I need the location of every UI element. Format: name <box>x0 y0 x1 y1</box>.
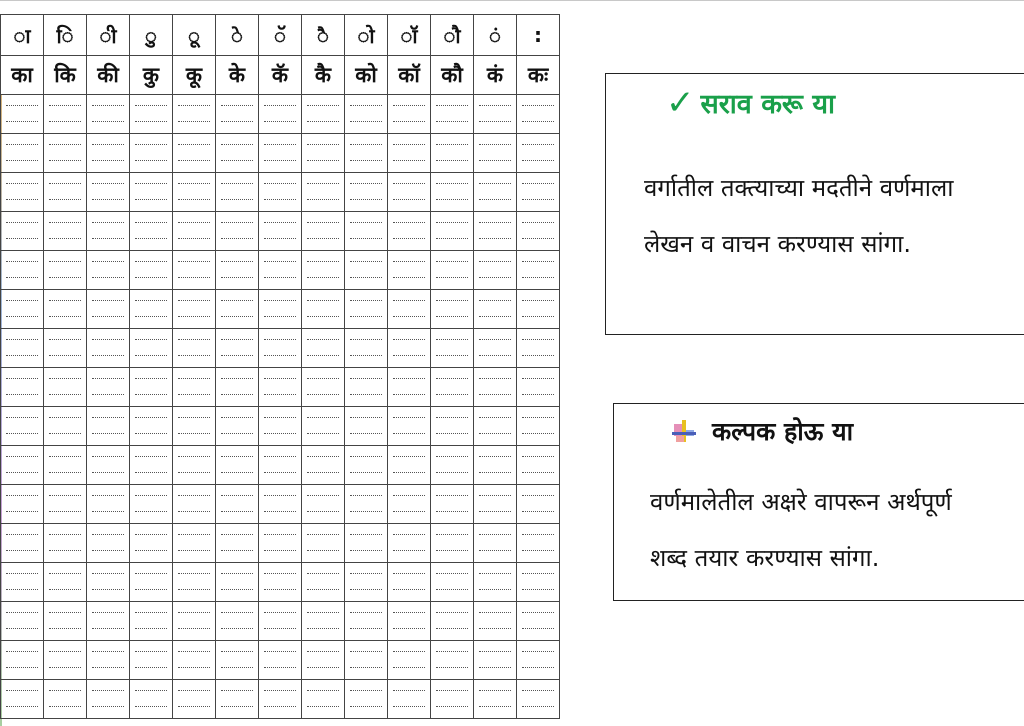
blank-cell <box>431 95 474 134</box>
blank-cell <box>259 329 302 368</box>
blank-cell <box>345 173 388 212</box>
vowel-sign-row-cell: ॅ <box>259 15 302 56</box>
vowel-sign-row-cell: ौ <box>431 15 474 56</box>
blank-cell <box>216 368 259 407</box>
blank-cell <box>87 446 130 485</box>
blank-cell <box>259 563 302 602</box>
blank-cell <box>302 524 345 563</box>
blank-cell <box>345 641 388 680</box>
blank-cell <box>44 446 87 485</box>
blank-cell <box>130 95 173 134</box>
blank-cell <box>259 407 302 446</box>
blank-cell <box>1 602 44 641</box>
blank-cell <box>345 563 388 602</box>
practice-title: सराव करू या <box>700 89 835 120</box>
blank-cell <box>388 563 431 602</box>
syllable-row-cell: कं <box>474 56 517 95</box>
blank-cell <box>173 524 216 563</box>
blank-cell <box>1 407 44 446</box>
blank-cell <box>345 95 388 134</box>
blank-cell <box>517 95 560 134</box>
blank-cell <box>345 524 388 563</box>
blank-cell <box>474 485 517 524</box>
blank-cell <box>173 446 216 485</box>
practice-row <box>1 602 560 641</box>
blank-cell <box>216 446 259 485</box>
blank-cell <box>173 95 216 134</box>
blank-cell <box>173 563 216 602</box>
practice-line-1: वर्गातील तक्त्याच्या मदतीने वर्णमाला <box>644 174 954 202</box>
practice-row <box>1 485 560 524</box>
blank-cell <box>259 290 302 329</box>
practice-row <box>1 134 560 173</box>
blank-cell <box>517 212 560 251</box>
blank-cell <box>345 602 388 641</box>
vowel-sign-row-cell: ै <box>302 15 345 56</box>
blank-cell <box>44 173 87 212</box>
blank-cell <box>474 95 517 134</box>
blank-cell <box>1 251 44 290</box>
blank-cell <box>302 641 345 680</box>
vowel-sign-row-cell: ु <box>130 15 173 56</box>
practice-row <box>1 680 560 719</box>
blank-cell <box>173 329 216 368</box>
vowel-sign-row-cell: ं <box>474 15 517 56</box>
practice-row <box>1 641 560 680</box>
barakhadi-grid <box>0 14 560 719</box>
syllable-row-cell: के <box>216 56 259 95</box>
blank-cell <box>44 290 87 329</box>
practice-row <box>1 563 560 602</box>
blank-cell <box>259 134 302 173</box>
blank-cell <box>44 602 87 641</box>
blank-cell <box>388 212 431 251</box>
blank-cell <box>302 680 345 719</box>
blank-cell <box>44 407 87 446</box>
blank-cell <box>345 368 388 407</box>
blank-cell <box>1 680 44 719</box>
syllable-row-cell: कु <box>130 56 173 95</box>
vowel-sign-row-cell: े <box>216 15 259 56</box>
practice-row <box>1 329 560 368</box>
practice-row <box>1 368 560 407</box>
blank-cell <box>173 290 216 329</box>
blank-cell <box>259 251 302 290</box>
vowel-sign-row-cell: ो <box>345 15 388 56</box>
blank-cell <box>44 251 87 290</box>
blank-cell <box>431 524 474 563</box>
blank-cell <box>1 329 44 368</box>
blank-cell <box>517 602 560 641</box>
blank-cell <box>388 368 431 407</box>
blank-cell <box>173 485 216 524</box>
vowel-sign-row-cell: ा <box>1 15 44 56</box>
creative-box <box>613 403 1024 601</box>
blank-cell <box>302 95 345 134</box>
blank-cell <box>517 134 560 173</box>
blank-cell <box>474 134 517 173</box>
blank-cell <box>517 485 560 524</box>
blank-cell <box>173 251 216 290</box>
top-border-line <box>0 0 1024 1</box>
checkmark-icon: ✓ <box>666 82 695 123</box>
blank-cell <box>259 602 302 641</box>
syllable-row-cell: कौ <box>431 56 474 95</box>
vowel-sign-row-cell: ि <box>44 15 87 56</box>
blank-cell <box>44 212 87 251</box>
blank-cell <box>130 212 173 251</box>
blank-cell <box>259 212 302 251</box>
practice-row <box>1 407 560 446</box>
blank-cell <box>345 485 388 524</box>
blank-cell <box>302 290 345 329</box>
blank-cell <box>388 446 431 485</box>
vowel-sign-row-cell: ॉ <box>388 15 431 56</box>
blank-cell <box>388 407 431 446</box>
blank-cell <box>431 563 474 602</box>
blank-cell <box>87 134 130 173</box>
blank-cell <box>130 329 173 368</box>
blank-cell <box>431 251 474 290</box>
syllable-row-cell: की <box>87 56 130 95</box>
practice-instruction <box>644 160 953 272</box>
blank-cell <box>474 290 517 329</box>
blank-cell <box>345 134 388 173</box>
vowel-sign-row <box>1 15 560 56</box>
blank-cell <box>388 95 431 134</box>
blank-cell <box>259 485 302 524</box>
blank-cell <box>259 173 302 212</box>
syllable-row-cell: कू <box>173 56 216 95</box>
syllable-row-cell: का <box>1 56 44 95</box>
blank-cell <box>216 485 259 524</box>
blank-cell <box>474 641 517 680</box>
blank-cell <box>431 134 474 173</box>
creative-line-2: शब्द तयार करण्यास सांगा. <box>650 544 880 572</box>
blank-cell <box>87 407 130 446</box>
blank-cell <box>431 329 474 368</box>
blank-cell <box>474 212 517 251</box>
blank-cell <box>517 173 560 212</box>
blank-cell <box>44 524 87 563</box>
blank-cell <box>173 212 216 251</box>
blank-cell <box>345 680 388 719</box>
blank-cell <box>302 329 345 368</box>
blank-cell <box>345 290 388 329</box>
blank-cell <box>431 173 474 212</box>
blank-cell <box>173 641 216 680</box>
blank-cell <box>517 641 560 680</box>
blank-cell <box>302 446 345 485</box>
blank-cell <box>302 251 345 290</box>
blank-cell <box>388 485 431 524</box>
practice-row <box>1 290 560 329</box>
syllable-row-cell: कॅ <box>259 56 302 95</box>
practice-header <box>666 84 835 121</box>
blank-cell <box>259 368 302 407</box>
blank-cell <box>216 173 259 212</box>
blank-cell <box>302 368 345 407</box>
blank-cell <box>216 134 259 173</box>
blank-cell <box>302 407 345 446</box>
blank-cell <box>216 641 259 680</box>
blank-cell <box>130 134 173 173</box>
blank-cell <box>517 290 560 329</box>
blank-cell <box>173 173 216 212</box>
practice-row <box>1 212 560 251</box>
vowel-sign-row-cell: ी <box>87 15 130 56</box>
blank-cell <box>388 524 431 563</box>
syllable-row-cell: को <box>345 56 388 95</box>
blank-cell <box>87 290 130 329</box>
blank-cell <box>1 446 44 485</box>
blank-cell <box>345 212 388 251</box>
blank-cell <box>302 485 345 524</box>
creative-header <box>670 414 853 448</box>
blank-cell <box>259 641 302 680</box>
blank-cell <box>130 446 173 485</box>
blank-cell <box>216 524 259 563</box>
blank-cell <box>259 446 302 485</box>
blank-cell <box>173 407 216 446</box>
blank-cell <box>87 485 130 524</box>
syllable-row-cell: कै <box>302 56 345 95</box>
blank-cell <box>517 446 560 485</box>
practice-row <box>1 524 560 563</box>
blank-cell <box>87 329 130 368</box>
vowel-sign-row-cell: : <box>517 15 560 56</box>
blank-cell <box>431 290 474 329</box>
blank-cell <box>216 602 259 641</box>
blank-cell <box>302 212 345 251</box>
practice-row <box>1 446 560 485</box>
blank-cell <box>388 680 431 719</box>
practice-row <box>1 173 560 212</box>
blank-cell <box>130 251 173 290</box>
blank-cell <box>173 602 216 641</box>
blank-cell <box>44 134 87 173</box>
practice-row <box>1 251 560 290</box>
blank-cell <box>87 641 130 680</box>
puzzle-icon <box>670 416 700 446</box>
blank-cell <box>130 173 173 212</box>
blank-cell <box>474 524 517 563</box>
blank-cell <box>517 407 560 446</box>
syllable-row <box>1 56 560 95</box>
blank-cell <box>388 290 431 329</box>
blank-cell <box>1 641 44 680</box>
blank-cell <box>259 95 302 134</box>
blank-cell <box>130 524 173 563</box>
blank-cell <box>517 524 560 563</box>
blank-cell <box>44 641 87 680</box>
blank-cell <box>44 563 87 602</box>
blank-cell <box>388 641 431 680</box>
blank-cell <box>431 407 474 446</box>
blank-cell <box>173 368 216 407</box>
blank-cell <box>474 602 517 641</box>
creative-line-1: वर्णमालेतील अक्षरे वापरून अर्थपूर्ण <box>650 488 952 516</box>
blank-cell <box>517 680 560 719</box>
blank-cell <box>431 446 474 485</box>
blank-cell <box>1 485 44 524</box>
blank-cell <box>1 563 44 602</box>
blank-cell <box>216 563 259 602</box>
blank-cell <box>216 212 259 251</box>
syllable-row-cell: कॉ <box>388 56 431 95</box>
blank-cell <box>259 524 302 563</box>
blank-cell <box>1 368 44 407</box>
practice-box <box>605 73 1024 335</box>
blank-cell <box>517 368 560 407</box>
vowel-sign-row-cell: ू <box>173 15 216 56</box>
blank-cell <box>130 290 173 329</box>
blank-cell <box>44 95 87 134</box>
blank-cell <box>517 329 560 368</box>
blank-cell <box>302 134 345 173</box>
blank-cell <box>345 329 388 368</box>
blank-cell <box>44 485 87 524</box>
blank-cell <box>44 329 87 368</box>
blank-cell <box>302 602 345 641</box>
blank-cell <box>173 680 216 719</box>
blank-cell <box>87 173 130 212</box>
blank-cell <box>431 368 474 407</box>
blank-cell <box>474 251 517 290</box>
blank-cell <box>517 563 560 602</box>
creative-title: कल्पक होऊ या <box>712 417 854 446</box>
blank-cell <box>474 368 517 407</box>
blank-cell <box>130 602 173 641</box>
blank-cell <box>431 641 474 680</box>
blank-cell <box>388 329 431 368</box>
blank-cell <box>388 251 431 290</box>
blank-cell <box>130 485 173 524</box>
practice-line-2: लेखन व वाचन करण्यास सांगा. <box>644 230 912 258</box>
blank-cell <box>44 680 87 719</box>
blank-cell <box>216 95 259 134</box>
blank-cell <box>1 134 44 173</box>
blank-cell <box>1 173 44 212</box>
blank-cell <box>388 134 431 173</box>
blank-cell <box>474 563 517 602</box>
blank-cell <box>431 485 474 524</box>
blank-cell <box>87 563 130 602</box>
blank-cell <box>216 251 259 290</box>
blank-cell <box>345 407 388 446</box>
blank-cell <box>87 212 130 251</box>
blank-cell <box>474 446 517 485</box>
blank-cell <box>474 173 517 212</box>
blank-cell <box>345 251 388 290</box>
blank-cell <box>130 641 173 680</box>
blank-cell <box>345 446 388 485</box>
blank-cell <box>474 329 517 368</box>
blank-cell <box>216 680 259 719</box>
blank-cell <box>1 212 44 251</box>
blank-cell <box>1 95 44 134</box>
syllable-row-cell: कः <box>517 56 560 95</box>
blank-cell <box>87 602 130 641</box>
blank-cell <box>431 680 474 719</box>
blank-cell <box>302 173 345 212</box>
blank-cell <box>87 95 130 134</box>
blank-cell <box>173 134 216 173</box>
blank-cell <box>517 251 560 290</box>
blank-cell <box>431 602 474 641</box>
blank-cell <box>216 329 259 368</box>
blank-cell <box>130 563 173 602</box>
blank-cell <box>259 680 302 719</box>
syllable-row-cell: कि <box>44 56 87 95</box>
blank-cell <box>474 407 517 446</box>
blank-cell <box>87 680 130 719</box>
blank-cell <box>1 524 44 563</box>
blank-cell <box>87 368 130 407</box>
blank-cell <box>388 602 431 641</box>
blank-cell <box>130 680 173 719</box>
blank-cell <box>1 290 44 329</box>
blank-cell <box>87 524 130 563</box>
practice-row <box>1 95 560 134</box>
blank-cell <box>388 173 431 212</box>
blank-cell <box>130 368 173 407</box>
blank-cell <box>302 563 345 602</box>
blank-cell <box>44 368 87 407</box>
blank-cell <box>87 251 130 290</box>
blank-cell <box>130 407 173 446</box>
blank-cell <box>431 212 474 251</box>
blank-cell <box>216 407 259 446</box>
blank-cell <box>474 680 517 719</box>
creative-instruction <box>650 474 952 586</box>
blank-cell <box>216 290 259 329</box>
